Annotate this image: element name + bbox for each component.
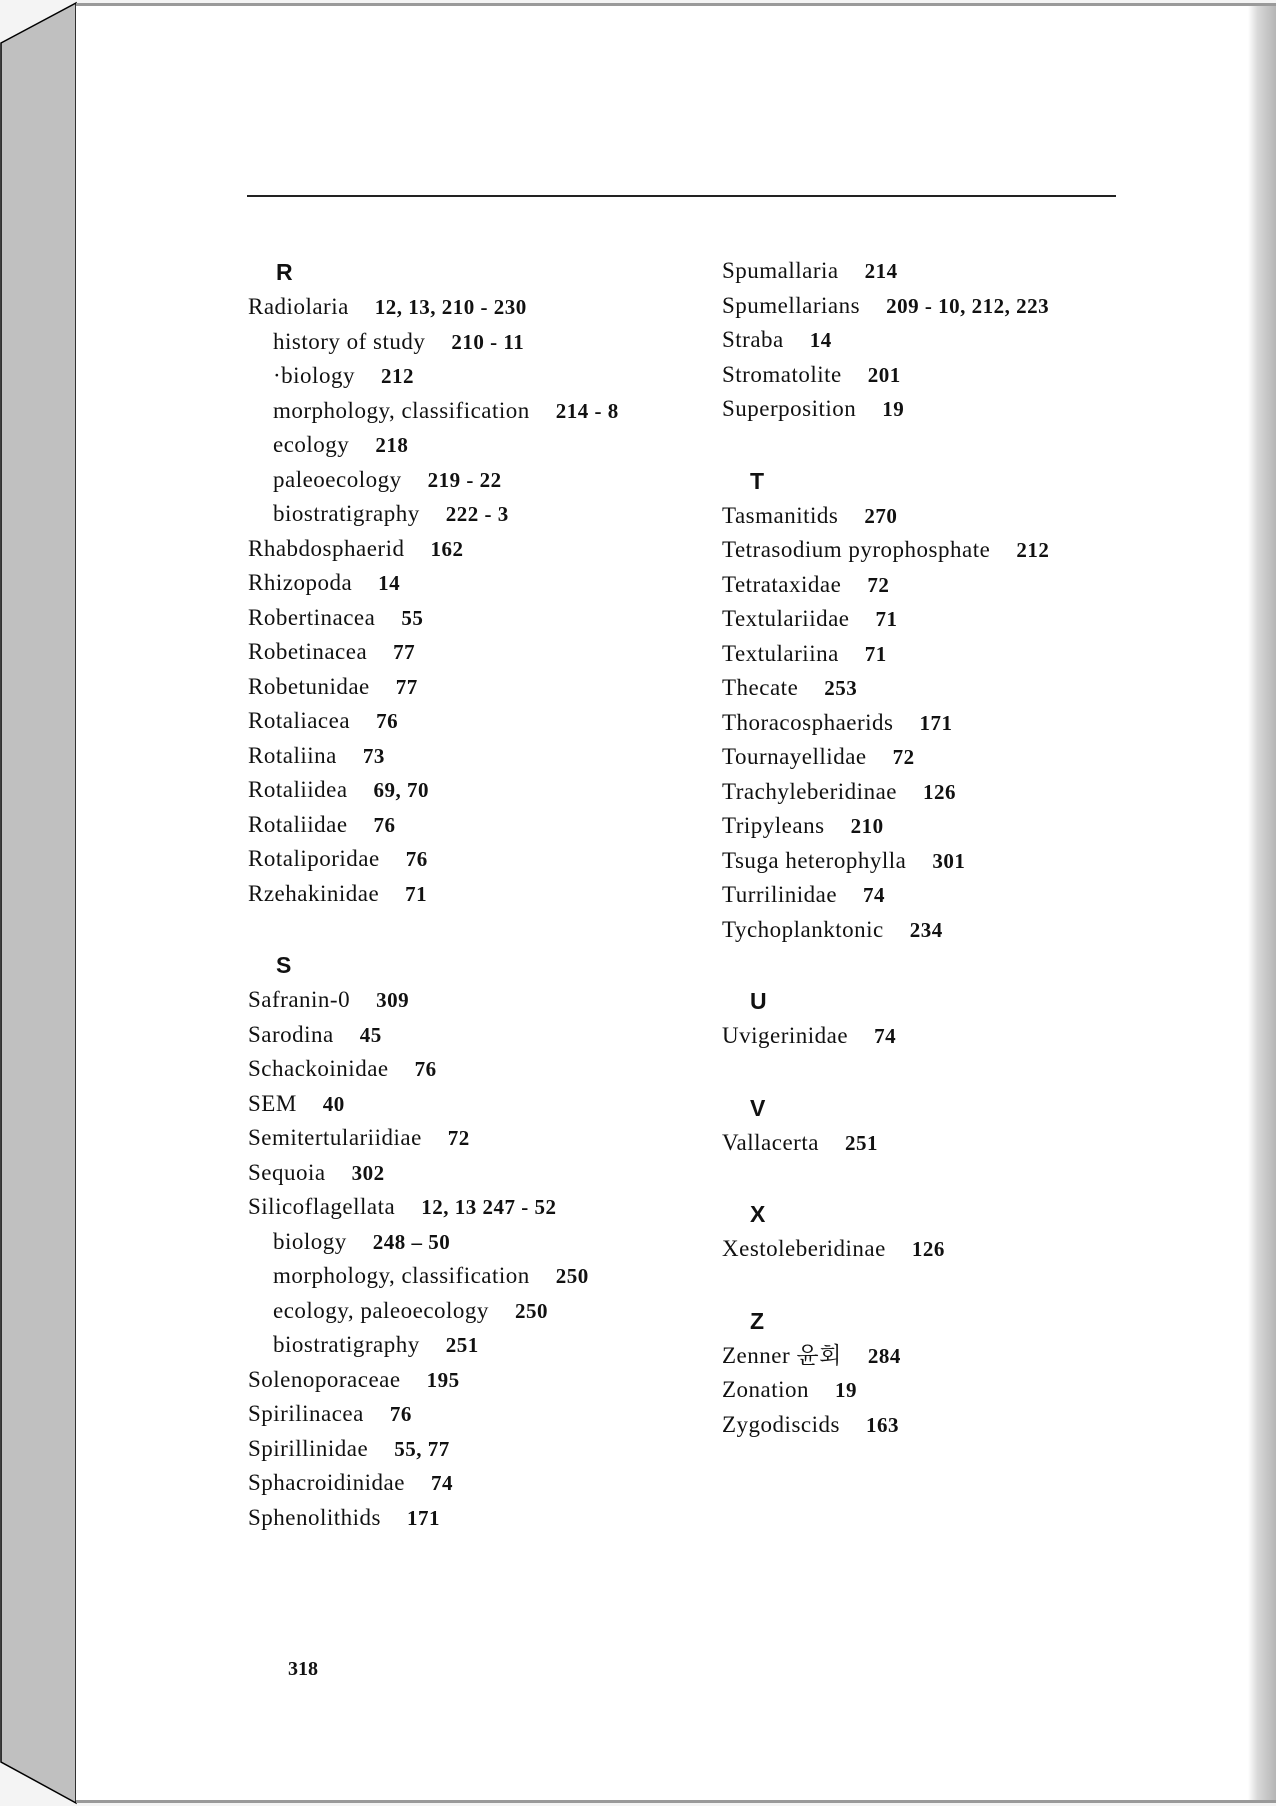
index-entry <box>248 1363 619 1398</box>
entry-term: Rotaliporidae <box>248 846 380 871</box>
index-entry <box>248 704 619 739</box>
index-entry <box>722 878 1049 913</box>
index-entry <box>248 532 619 567</box>
entry-pages: 171 <box>407 1505 441 1530</box>
entry-term: morphology, classification <box>273 397 530 423</box>
entry-pages: 270 <box>864 503 898 528</box>
entry-term: Rotaliina <box>248 742 337 768</box>
index-column-left <box>248 254 619 1535</box>
entry-term: Robetunidae <box>248 673 370 699</box>
index-entry <box>248 1501 619 1536</box>
entry-pages: 76 <box>414 1057 437 1081</box>
entry-term: Silicoflagellata <box>248 1194 396 1219</box>
entry-pages: 212 <box>380 364 414 388</box>
entry-pages: 162 <box>430 536 464 561</box>
index-subentry <box>248 394 619 429</box>
section-letter-heading: X <box>750 1201 766 1227</box>
index-entry <box>722 1339 1049 1374</box>
entry-pages: 210 - 11 <box>451 329 525 354</box>
section-letter-heading: R <box>276 259 293 285</box>
index-entry <box>722 392 1049 427</box>
index-entry <box>722 775 1049 810</box>
entry-pages: 250 <box>514 1298 548 1323</box>
entry-pages: 12, 13 247 - 52 <box>421 1195 557 1219</box>
section-letter-heading: U <box>750 988 767 1014</box>
index-entry <box>248 739 619 774</box>
entry-term: Stromatolite <box>722 361 842 387</box>
book-spine <box>0 0 80 1806</box>
entry-term: Uvigerinidae <box>722 1023 849 1048</box>
index-entry <box>722 358 1049 393</box>
entry-term: Spirilinacea <box>248 1401 364 1426</box>
entry-pages: 45 <box>359 1022 382 1047</box>
index-entry <box>722 809 1049 844</box>
entry-pages: 76 <box>389 1402 412 1426</box>
section-letter-heading: Z <box>750 1307 765 1334</box>
entry-term: Safranin-0 <box>248 987 351 1012</box>
entry-term: Sphacroidinidae <box>248 1470 405 1495</box>
page-edge-shadow <box>1248 6 1276 1800</box>
index-entry <box>248 983 619 1018</box>
entry-pages: 74 <box>874 1024 897 1048</box>
entry-term: Sphenolithids <box>248 1504 382 1530</box>
entry-pages: 14 <box>809 328 832 352</box>
index-entry <box>248 1190 619 1225</box>
entry-term: morphology, classification <box>273 1263 530 1288</box>
index-entry <box>722 740 1049 775</box>
entry-term: Robetinacea <box>248 639 368 664</box>
index-entry <box>722 602 1049 637</box>
entry-term: Textulariina <box>722 640 839 666</box>
entry-term: Rotaliidae <box>248 811 348 837</box>
index-section <box>722 983 1049 1054</box>
entry-pages: 248 – 50 <box>372 1229 451 1254</box>
entry-pages: 201 <box>867 362 901 387</box>
entry-pages: 72 <box>447 1126 470 1150</box>
entry-pages: 209 - 10, 212, 223 <box>886 293 1050 318</box>
entry-pages: 250 <box>555 1264 589 1288</box>
entry-term: Sequoia <box>248 1159 326 1185</box>
entry-pages: 309 <box>376 988 410 1012</box>
entry-pages: 301 <box>932 848 966 873</box>
entry-pages: 40 <box>322 1091 345 1116</box>
index-section <box>248 254 619 911</box>
entry-term: Rhabdosphaerid <box>248 535 405 561</box>
entry-term: Spumallaria <box>722 258 839 283</box>
index-section <box>722 1090 1049 1161</box>
index-entry <box>722 533 1049 568</box>
entry-pages: 19 <box>835 1378 858 1402</box>
index-entry <box>722 499 1049 534</box>
index-entry <box>248 566 619 601</box>
entry-term: Semitertulariidiae <box>248 1125 422 1150</box>
section-letter-heading: V <box>750 1094 766 1121</box>
header-rule <box>247 195 1116 197</box>
index-entry <box>248 773 619 808</box>
entry-pages: 222 - 3 <box>445 502 509 526</box>
index-entry <box>248 1052 619 1087</box>
entry-pages: 251 <box>844 1130 878 1155</box>
page-number: 318 <box>288 1658 318 1680</box>
entry-term: Spirillinidae <box>248 1435 369 1461</box>
index-section <box>722 254 1049 427</box>
entry-term: SEM <box>248 1090 297 1116</box>
entry-pages: 76 <box>373 812 396 837</box>
index-entry <box>248 1121 619 1156</box>
entry-pages: 73 <box>362 743 385 768</box>
entry-pages: 126 <box>922 779 956 804</box>
entry-pages: 77 <box>393 640 416 664</box>
index-entry <box>722 289 1049 324</box>
index-entry <box>722 1232 1049 1267</box>
section-letter-heading: T <box>750 467 765 494</box>
entry-pages: 72 <box>892 745 915 769</box>
index-entry <box>248 842 619 877</box>
index-entry <box>248 877 619 912</box>
entry-pages: 55, 77 <box>394 1436 450 1461</box>
entry-term: Tasmanitids <box>722 502 839 528</box>
index-entry <box>722 671 1049 706</box>
entry-term: Zonation <box>722 1377 810 1402</box>
entry-pages: 77 <box>395 674 418 699</box>
index-entry <box>722 844 1049 879</box>
index-entry <box>722 1373 1049 1408</box>
entry-pages: 219 - 22 <box>427 467 502 492</box>
entry-term: Zenner 윤회 <box>722 1342 842 1368</box>
entry-pages: 71 <box>864 641 887 666</box>
entry-pages: 210 <box>850 814 884 838</box>
index-entry <box>248 670 619 705</box>
entry-term: Thecate <box>722 675 799 700</box>
index-subentry <box>248 1259 619 1294</box>
entry-pages: 195 <box>426 1367 460 1392</box>
entry-term: Zygodiscids <box>722 1411 840 1437</box>
entry-pages: 14 <box>378 571 401 595</box>
entry-term: Tetrataxidae <box>722 571 842 597</box>
entry-term: Schackoinidae <box>248 1056 389 1081</box>
index-section <box>722 1196 1049 1267</box>
entry-term: biostratigraphy <box>273 501 420 526</box>
entry-term: Robertinacea <box>248 604 376 630</box>
entry-term: Xestoleberidinae <box>722 1236 886 1261</box>
index-entry <box>248 1156 619 1191</box>
entry-pages: 218 <box>375 433 409 457</box>
index-entry <box>248 1397 619 1432</box>
entry-term: Rhizopoda <box>248 570 353 595</box>
entry-pages: 212 <box>1016 538 1050 562</box>
entry-term: Solenoporaceae <box>248 1366 401 1392</box>
index-entry <box>248 635 619 670</box>
entry-term: history of study <box>273 328 426 354</box>
entry-pages: 19 <box>882 397 905 421</box>
index-entry <box>248 290 619 325</box>
entry-term: Rotaliidea <box>248 777 348 802</box>
section-letter-heading: S <box>276 952 292 978</box>
entry-pages: 72 <box>867 572 890 597</box>
index-entry <box>722 1019 1049 1054</box>
entry-term: Straba <box>722 327 784 352</box>
entry-term: Tournayellidae <box>722 744 867 769</box>
index-entry <box>722 254 1049 289</box>
entry-pages: 74 <box>430 1471 453 1495</box>
index-entry <box>248 1018 619 1053</box>
entry-term: Turrilinidae <box>722 882 838 907</box>
index-entry <box>722 1408 1049 1443</box>
index-subentry <box>248 1225 619 1260</box>
entry-term: biostratigraphy <box>273 1332 420 1357</box>
entry-term: Vallacerta <box>722 1129 819 1155</box>
entry-term: Textulariidae <box>722 606 850 631</box>
entry-term: ecology <box>273 432 350 457</box>
index-subentry <box>248 325 619 360</box>
index-entry <box>248 1432 619 1467</box>
entry-term: Thoracosphaerids <box>722 709 894 735</box>
index-entry <box>722 706 1049 741</box>
entry-term: Spumellarians <box>722 292 861 318</box>
entry-term: ecology, paleoecology <box>273 1297 489 1323</box>
entry-term: Trachyleberidinae <box>722 778 897 804</box>
entry-term: Tetrasodium pyrophosphate <box>722 537 991 562</box>
entry-pages: 126 <box>911 1237 945 1261</box>
index-entry <box>248 1087 619 1122</box>
index-entry <box>722 568 1049 603</box>
entry-pages: 234 <box>909 917 943 942</box>
entry-term: Sarodina <box>248 1021 334 1047</box>
entry-pages: 251 <box>445 1333 479 1357</box>
entry-term: Tsuga heterophylla <box>722 847 907 873</box>
entry-pages: 163 <box>865 1412 899 1437</box>
entry-pages: 171 <box>919 710 953 735</box>
entry-pages: 302 <box>351 1160 385 1185</box>
index-entry <box>722 323 1049 358</box>
index-column-right <box>722 254 1049 1442</box>
entry-pages: 55 <box>401 605 424 630</box>
index-entry <box>248 1466 619 1501</box>
entry-pages: 71 <box>405 881 428 906</box>
entry-term: Rotaliacea <box>248 708 351 733</box>
index-section <box>722 463 1049 948</box>
index-section <box>722 1303 1049 1443</box>
entry-pages: 284 <box>867 1343 901 1368</box>
entry-term: Rzehakinidae <box>248 880 380 906</box>
index-subentry <box>248 497 619 532</box>
index-subentry <box>248 359 619 394</box>
entry-pages: 214 <box>864 259 898 283</box>
entry-pages: 76 <box>376 709 399 733</box>
entry-term: Tychoplanktonic <box>722 916 884 942</box>
entry-pages: 71 <box>875 607 898 631</box>
index-subentry <box>248 463 619 498</box>
index-entry <box>722 1126 1049 1161</box>
index-entry <box>248 601 619 636</box>
entry-term: Radiolaria <box>248 294 349 319</box>
index-entry <box>248 808 619 843</box>
entry-pages: 69, 70 <box>373 778 430 802</box>
book-page <box>76 3 1276 1803</box>
index-entry <box>722 637 1049 672</box>
index-subentry <box>248 428 619 463</box>
entry-pages: 214 - 8 <box>555 398 619 423</box>
index-subentry <box>248 1328 619 1363</box>
index-entry <box>722 913 1049 948</box>
index-subentry <box>248 1294 619 1329</box>
entry-term: paleoecology <box>273 466 402 492</box>
entry-pages: 253 <box>824 676 858 700</box>
entry-term: biology <box>273 1228 347 1254</box>
entry-pages: 76 <box>405 847 428 871</box>
entry-term: Tripyleans <box>722 813 825 838</box>
entry-term: Superposition <box>722 396 857 421</box>
entry-pages: 12, 13, 210 - 230 <box>374 295 527 319</box>
index-section <box>248 947 619 1535</box>
entry-pages: 74 <box>863 883 886 907</box>
entry-term: ·biology <box>273 363 355 388</box>
